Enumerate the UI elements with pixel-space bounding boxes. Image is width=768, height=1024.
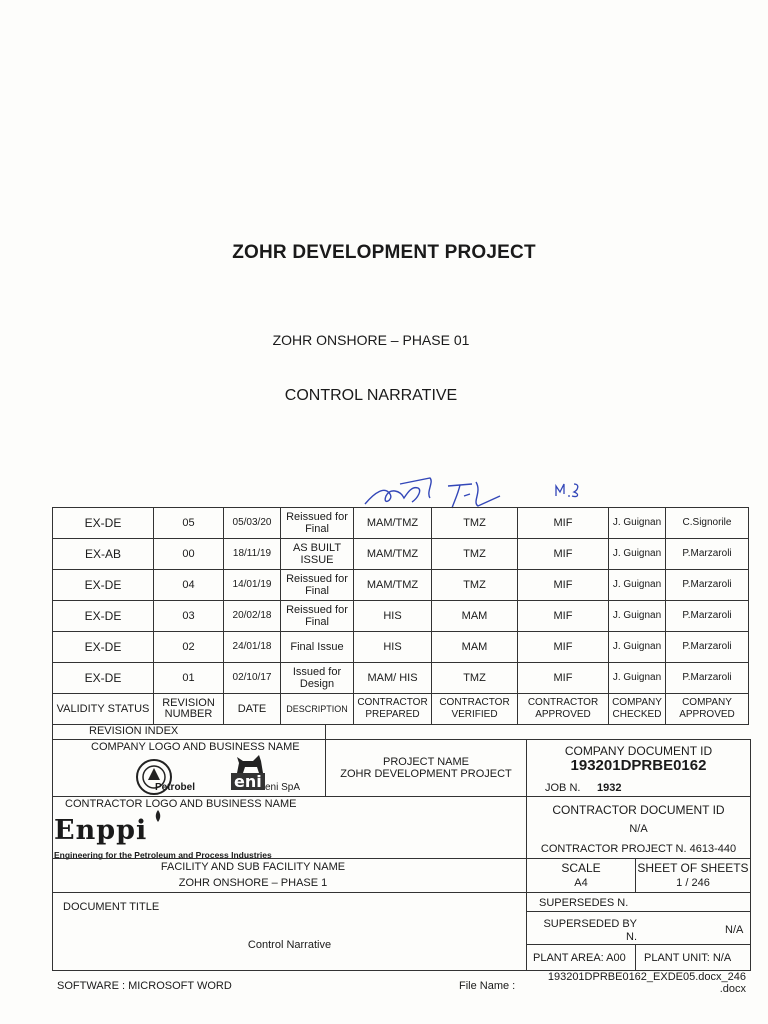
- revision-cell-verified: MAM: [432, 632, 518, 663]
- revision-cell-checked: J. Guignan: [609, 632, 666, 663]
- company-logo-label: COMPANY LOGO AND BUSINESS NAME: [91, 741, 300, 753]
- revision-cell-prepared: MAM/TMZ: [354, 508, 432, 539]
- revision-cell-checked: J. Guignan: [609, 601, 666, 632]
- project-name-block: [325, 739, 527, 797]
- revision-index-row: [52, 725, 326, 740]
- revision-cell-verified: TMZ: [432, 663, 518, 694]
- revision-cell-prepared: MAM/TMZ: [354, 570, 432, 601]
- plant-area: PLANT AREA: A00: [533, 952, 626, 964]
- revision-row: [53, 632, 749, 663]
- footer-file-label: File Name :: [459, 980, 516, 992]
- company-doc-id-label: COMPANY DOCUMENT ID: [564, 744, 713, 758]
- revision-cell-desc: Issued for Design: [281, 663, 354, 694]
- scale-block: [526, 858, 636, 893]
- revision-cell-rev: 03: [154, 601, 224, 632]
- revision-cell-validity: EX-DE: [53, 632, 154, 663]
- revision-cell-validity: EX-DE: [53, 570, 154, 601]
- revision-table: [52, 507, 749, 725]
- revision-cell-validity: EX-DE: [53, 601, 154, 632]
- company-logo-block: [52, 739, 326, 797]
- supersedes-label: SUPERSEDES N.: [539, 897, 629, 909]
- plant-unit-block: [635, 944, 751, 971]
- revision-header-row: [53, 694, 749, 725]
- revision-cell-checked: J. Guignan: [609, 663, 666, 694]
- contractor-logo-label: CONTRACTOR LOGO AND BUSINESS NAME: [65, 798, 297, 810]
- enppi-tagline: Engineering for the Petroleum and Process Industries: [54, 850, 272, 860]
- revision-cell-rev: 05: [154, 508, 224, 539]
- sheet-label: SHEET OF SHEETS: [637, 861, 749, 875]
- superseded-by-label: SUPERSEDED BY N.: [543, 918, 637, 943]
- eni-spa-name: eni SpA: [265, 782, 301, 793]
- revision-cell-approved: MIF: [518, 632, 609, 663]
- revision-cell-checked: J. Guignan: [609, 570, 666, 601]
- revision-cell-verified: TMZ: [432, 570, 518, 601]
- company-doc-id-block: [526, 739, 751, 797]
- revision-cell-approved: MIF: [518, 570, 609, 601]
- superseded-by-value: N/A: [725, 924, 744, 936]
- project-name: ZOHR DEVELOPMENT PROJECT: [340, 768, 512, 780]
- contractor-doc-id: N/A: [629, 823, 648, 835]
- revision-cell-date: 02/10/17: [224, 663, 281, 694]
- revision-cell-rev: 00: [154, 539, 224, 570]
- signature-tmz: [448, 482, 500, 508]
- revision-cell-desc: AS BUILT ISSUE: [281, 539, 354, 570]
- revision-cell-prepared: HIS: [354, 601, 432, 632]
- revision-cell-desc: Reissued for Final: [281, 570, 354, 601]
- revision-cell-validity: EX-AB: [53, 539, 154, 570]
- revision-row: [53, 508, 749, 539]
- header-checked: COMPANY CHECKED: [609, 694, 666, 725]
- header-company-approved: COMPANY APPROVED: [666, 694, 749, 725]
- header-description: DESCRIPTION: [281, 694, 354, 725]
- revision-cell-company-approved: P.Marzaroli: [666, 663, 749, 694]
- revision-row: [53, 601, 749, 632]
- header-date: DATE: [224, 694, 281, 725]
- scale-label: SCALE: [561, 861, 601, 875]
- project-name-label: PROJECT NAME: [383, 756, 469, 768]
- enppi-flame-icon: [154, 810, 162, 822]
- revision-cell-approved: MIF: [518, 663, 609, 694]
- revision-cell-rev: 04: [154, 570, 224, 601]
- header-revision: REVISION NUMBER: [154, 694, 224, 725]
- document-main-title: ZOHR DEVELOPMENT PROJECT: [232, 242, 536, 263]
- signature-mif: [556, 484, 578, 497]
- job-label: JOB N.: [545, 782, 581, 794]
- revision-cell-company-approved: P.Marzaroli: [666, 570, 749, 601]
- header-verified: CONTRACTOR VERIFIED: [432, 694, 518, 725]
- revision-cell-company-approved: P.Marzaroli: [666, 601, 749, 632]
- plant-area-block: [526, 944, 636, 971]
- document-subtitle: ZOHR ONSHORE – PHASE 01: [272, 332, 470, 348]
- revision-cell-approved: MIF: [518, 508, 609, 539]
- petrobel-name: Petrobel: [155, 782, 196, 793]
- header-prepared: CONTRACTOR PREPARED: [354, 694, 432, 725]
- revision-cell-validity: EX-DE: [53, 663, 154, 694]
- revision-cell-approved: MIF: [518, 601, 609, 632]
- revision-cell-rev: 01: [154, 663, 224, 694]
- revision-cell-prepared: MAM/TMZ: [354, 539, 432, 570]
- contractor-doc-id-block: [526, 796, 751, 859]
- facility-label: FACILITY AND SUB FACILITY NAME: [160, 861, 346, 873]
- company-doc-id: 193201DPRBE0162: [570, 757, 707, 774]
- document-type: CONTROL NARRATIVE: [284, 387, 458, 404]
- revision-cell-rev: 02: [154, 632, 224, 663]
- document-title-block: [52, 892, 527, 971]
- revision-cell-validity: EX-DE: [53, 508, 154, 539]
- facility-name: ZOHR ONSHORE – PHASE 1: [178, 877, 328, 889]
- revision-cell-verified: TMZ: [432, 539, 518, 570]
- supersedes-block: [526, 892, 751, 912]
- revision-cell-company-approved: C.Signorile: [666, 508, 749, 539]
- job-number: 1932: [597, 782, 622, 794]
- revision-cell-desc: Reissued for Final: [281, 508, 354, 539]
- revision-index-label: REVISION INDEX: [89, 725, 179, 737]
- signatures-image: [360, 472, 600, 512]
- contractor-project-number: CONTRACTOR PROJECT N. 4613-440: [540, 843, 737, 855]
- revision-cell-company-approved: P.Marzaroli: [666, 632, 749, 663]
- sheet-value: 1 / 246: [676, 877, 710, 889]
- document-title: Control Narrative: [247, 939, 332, 951]
- sheet-block: [635, 858, 751, 893]
- revision-cell-desc: Reissued for Final: [281, 601, 354, 632]
- revision-cell-company-approved: P.Marzaroli: [666, 539, 749, 570]
- eni-logo-text: eni: [231, 773, 265, 790]
- revision-cell-verified: MAM: [432, 601, 518, 632]
- revision-row: [53, 663, 749, 694]
- revision-row: [53, 570, 749, 601]
- header-validity: VALIDITY STATUS: [53, 694, 154, 725]
- document-title-label: DOCUMENT TITLE: [63, 901, 160, 913]
- revision-cell-verified: TMZ: [432, 508, 518, 539]
- plant-unit: PLANT UNIT: N/A: [644, 952, 732, 964]
- revision-cell-prepared: HIS: [354, 632, 432, 663]
- revision-row: [53, 539, 749, 570]
- facility-block: [52, 858, 527, 893]
- revision-cell-date: 14/01/19: [224, 570, 281, 601]
- signature-mam: [365, 478, 431, 504]
- revision-cell-desc: Final Issue: [281, 632, 354, 663]
- contractor-doc-id-label: CONTRACTOR DOCUMENT ID: [552, 803, 725, 817]
- revision-cell-date: 20/02/18: [224, 601, 281, 632]
- scale-value: A4: [574, 877, 588, 889]
- revision-cell-date: 24/01/18: [224, 632, 281, 663]
- footer-file-name: 193201DPRBE0162_EXDE05.docx_246 .docx: [547, 971, 746, 995]
- footer-software: SOFTWARE : MICROSOFT WORD: [57, 980, 232, 992]
- revision-cell-prepared: MAM/ HIS: [354, 663, 432, 694]
- superseded-by-block: [526, 911, 751, 945]
- revision-cell-date: 05/03/20: [224, 508, 281, 539]
- revision-cell-date: 18/11/19: [224, 539, 281, 570]
- enppi-logo: Enppi: [54, 815, 148, 846]
- revision-cell-checked: J. Guignan: [609, 508, 666, 539]
- revision-cell-approved: MIF: [518, 539, 609, 570]
- header-approved: CONTRACTOR APPROVED: [518, 694, 609, 725]
- revision-cell-checked: J. Guignan: [609, 539, 666, 570]
